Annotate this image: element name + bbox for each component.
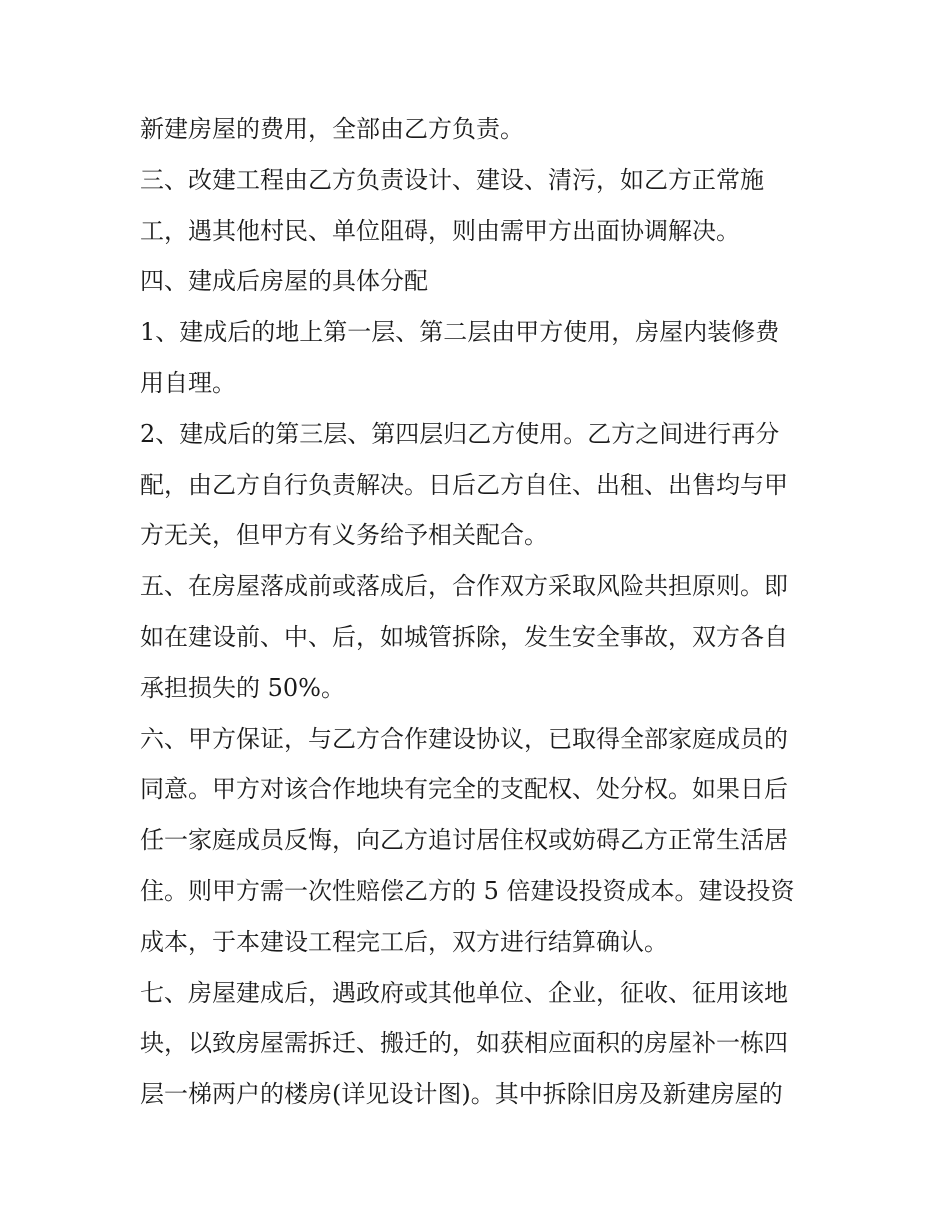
text-line: 如在建设前、中、后，如城管拆除，发生安全事故，双方各自 bbox=[140, 622, 788, 651]
text-line: 住。则甲方需一次性赔偿乙方的 5 倍建设投资成本。建设投资 bbox=[140, 876, 795, 905]
text-line: 六、甲方保证，与乙方合作建设协议，已取得全部家庭成员的 bbox=[140, 724, 788, 753]
section-heading: 四、建成后房屋的具体分配 bbox=[140, 267, 428, 296]
text-line: 七、房屋建成后，遇政府或其他单位、企业，征收、征用该地 bbox=[140, 978, 788, 1007]
text-line: 同意。甲方对该合作地块有完全的支配权、处分权。如果日后 bbox=[140, 775, 788, 804]
text-line: 成本，于本建设工程完工后，双方进行结算确认。 bbox=[140, 927, 668, 956]
text-line: 配，由乙方自行负责解决。日后乙方自住、出租、出售均与甲 bbox=[140, 470, 788, 499]
document-body bbox=[140, 104, 820, 1120]
text-line: 任一家庭成员反悔，向乙方追讨居住权或妨碍乙方正常生活居 bbox=[140, 826, 788, 855]
text-line: 用自理。 bbox=[140, 368, 236, 397]
text-line: 层一梯两户的楼房(详见设计图)。其中拆除旧房及新建房屋的 bbox=[140, 1080, 783, 1109]
text-line: 1、建成后的地上第一层、第二层由甲方使用，房屋内装修费 bbox=[140, 318, 780, 347]
text-line: 新建房屋的费用，全部由乙方负责。 bbox=[140, 115, 524, 143]
text-line: 2、建成后的第三层、第四层归乙方使用。乙方之间进行再分 bbox=[140, 419, 780, 448]
text-line: 五、在房屋落成前或落成后，合作双方采取风险共担原则。即 bbox=[140, 572, 788, 601]
text-line: 工，遇其他村民、单位阻碍，则由需甲方出面协调解决。 bbox=[140, 216, 740, 245]
text-line: 方无关，但甲方有义务给予相关配合。 bbox=[140, 521, 548, 550]
text-line: 承担损失的 50%。 bbox=[140, 673, 345, 702]
text-line: 块，以致房屋需拆迁、搬迁的，如获相应面积的房屋补一栋四 bbox=[140, 1029, 788, 1058]
text-line: 三、改建工程由乙方负责设计、建设、清污，如乙方正常施 bbox=[140, 165, 764, 194]
